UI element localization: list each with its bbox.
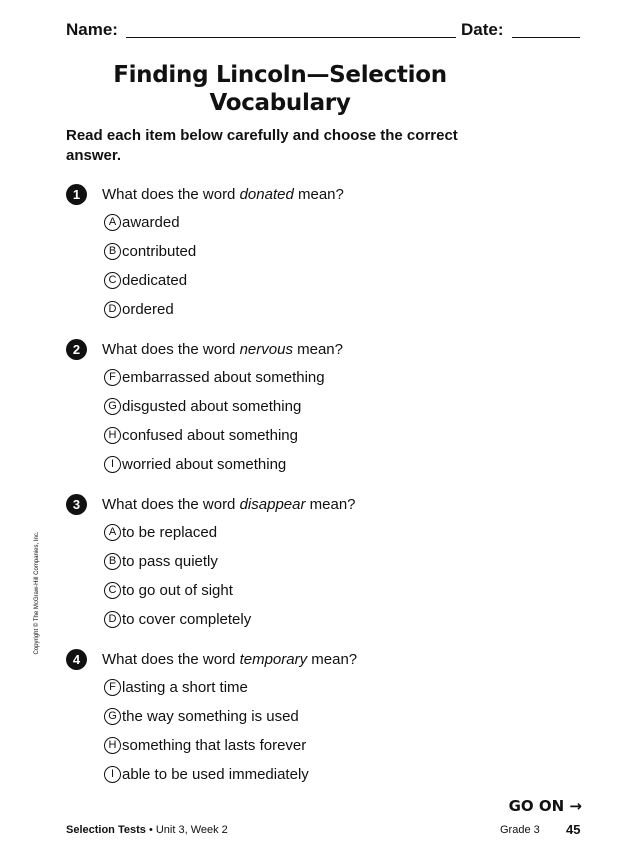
answer-choice[interactable] (104, 455, 404, 475)
answer-bubble[interactable]: C (104, 272, 121, 289)
question-number: 1 (66, 184, 87, 205)
question-suffix: mean? (305, 496, 356, 513)
date-label: Date: (461, 20, 504, 39)
answer-text: confused about something (122, 427, 298, 444)
vocabulary-word: disappear (239, 496, 306, 513)
answer-bubble[interactable]: D (104, 611, 121, 628)
name-label: Name: (66, 20, 118, 39)
copyright-notice: Copyright © The McGraw-Hill Companies, Inc. (34, 531, 40, 655)
answer-bubble[interactable]: G (104, 398, 121, 415)
answer-choice[interactable] (104, 765, 404, 785)
answer-text: to go out of sight (122, 582, 233, 599)
answer-text: disgusted about something (122, 398, 302, 415)
answer-choice[interactable] (104, 707, 404, 727)
answer-text: awarded (122, 214, 180, 231)
answer-choice[interactable] (104, 678, 404, 698)
question-number: 2 (66, 339, 87, 360)
question-number: 3 (66, 494, 87, 515)
answer-bubble[interactable]: A (104, 214, 121, 231)
question-text (102, 185, 344, 204)
answer-bubble[interactable]: D (104, 301, 121, 318)
answer-choice[interactable] (104, 581, 404, 601)
answer-choice[interactable] (104, 426, 404, 446)
answer-bubble[interactable]: H (104, 427, 121, 444)
vocabulary-word: donated (239, 186, 294, 203)
page-number: 45 (566, 822, 581, 837)
date-line (512, 37, 580, 38)
question-prefix: What does the word (102, 651, 240, 668)
footer-book: Selection Tests (66, 824, 146, 836)
answer-bubble[interactable]: B (104, 243, 121, 260)
answer-bubble[interactable]: A (104, 524, 121, 541)
instructions: Read each item below carefully and choose the correct answer. (66, 127, 458, 164)
answer-bubble[interactable]: C (104, 582, 121, 599)
answer-text: ordered (122, 301, 174, 318)
answer-text: lasting a short time (122, 679, 248, 696)
answer-bubble[interactable]: F (104, 679, 121, 696)
answer-text: to cover completely (122, 611, 252, 628)
answer-text: able to be used immediately (122, 766, 309, 783)
answer-choice[interactable] (104, 523, 404, 543)
answer-bubble[interactable]: G (104, 708, 121, 725)
answer-choice[interactable] (104, 300, 404, 320)
question-text (102, 650, 357, 669)
answer-text: contributed (122, 243, 197, 260)
answer-text: dedicated (122, 272, 188, 289)
name-date-header (66, 18, 582, 42)
answer-text: to be replaced (122, 524, 218, 541)
footer-unit: • Unit 3, Week 2 (148, 824, 228, 836)
go-on-label: GO ON → (508, 797, 582, 815)
vocabulary-word: temporary (239, 651, 308, 668)
answer-choice[interactable] (104, 213, 404, 233)
answer-choice[interactable] (104, 242, 404, 262)
footer-source (66, 824, 228, 836)
answer-choice[interactable] (104, 397, 404, 417)
question-number: 4 (66, 649, 87, 670)
answer-bubble[interactable]: H (104, 737, 121, 754)
question-suffix: mean? (307, 651, 358, 668)
answer-choice[interactable] (104, 610, 404, 630)
answer-choice[interactable] (104, 271, 404, 291)
page-title: Finding Lincoln—Selection Vocabulary (113, 62, 447, 116)
question-text (102, 495, 356, 514)
answer-text: worried about something (122, 456, 287, 473)
question-prefix: What does the word (102, 341, 240, 358)
question-suffix: mean? (293, 186, 344, 203)
vocabulary-word: nervous (239, 341, 293, 358)
question-text (102, 340, 343, 359)
answer-bubble[interactable]: B (104, 553, 121, 570)
answer-bubble[interactable]: I (104, 766, 121, 783)
answer-choice[interactable] (104, 368, 404, 388)
question-prefix: What does the word (102, 186, 240, 203)
answer-choice[interactable] (104, 736, 404, 756)
answer-text: something that lasts forever (122, 737, 307, 754)
answer-bubble[interactable]: I (104, 456, 121, 473)
answer-choice[interactable] (104, 552, 404, 572)
question-suffix: mean? (292, 341, 343, 358)
answer-text: embarrassed about something (122, 369, 325, 386)
name-line (126, 37, 456, 38)
question-prefix: What does the word (102, 496, 240, 513)
footer-grade: Grade 3 (500, 824, 540, 836)
answer-bubble[interactable]: F (104, 369, 121, 386)
answer-text: the way something is used (122, 708, 299, 725)
answer-text: to pass quietly (122, 553, 218, 570)
